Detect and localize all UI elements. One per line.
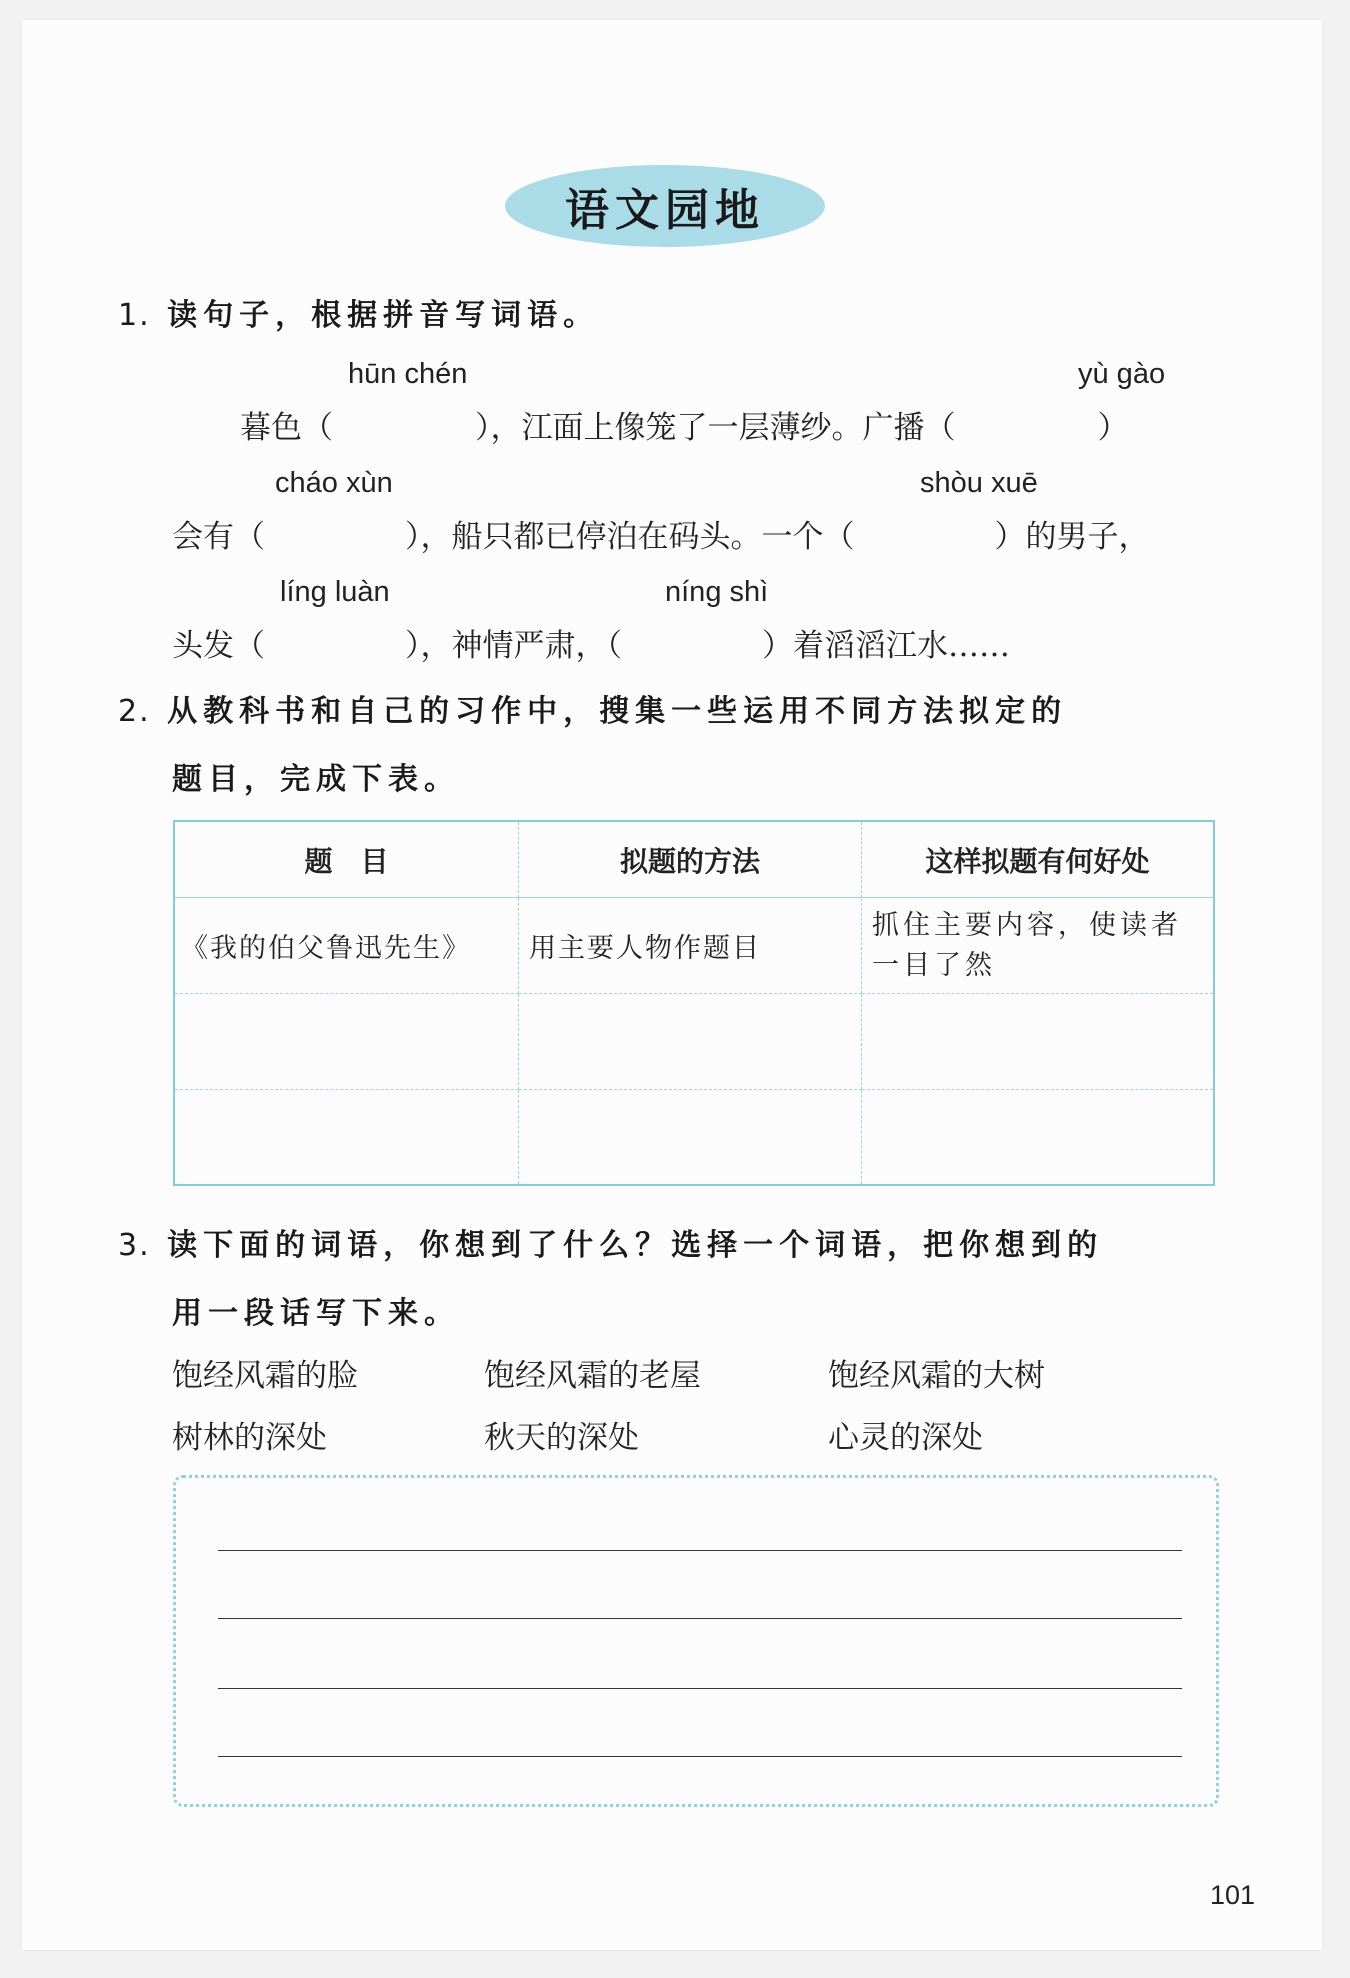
table-cell-empty[interactable] <box>519 994 862 1090</box>
word-option: 饱经风霜的脸 <box>172 1358 358 1394</box>
question-2-text-line-2: 题目，完成下表。 <box>172 762 460 797</box>
line-3-part-c: ）着滔滔江水…… <box>762 628 1010 664</box>
table-header-title: 题 目 <box>175 822 519 898</box>
writing-line[interactable] <box>218 1550 1182 1551</box>
table-cell-empty[interactable] <box>175 1090 519 1184</box>
word-option: 秋天的深处 <box>484 1420 639 1456</box>
word-option: 树林的深处 <box>172 1420 327 1456</box>
line-1-part-b: ），江面上像笼了一层薄纱。广播（ <box>475 410 956 446</box>
pinyin-lingluan: líng luàn <box>280 576 390 608</box>
line-3-part-a: 头发（ <box>172 628 265 664</box>
title-methods-table <box>173 820 1215 1186</box>
question-1-heading <box>118 290 599 334</box>
pinyin-shouxue: shòu xuē <box>920 467 1038 499</box>
question-3-text-line-2: 用一段话写下来。 <box>172 1296 460 1331</box>
table-cell-empty[interactable] <box>175 994 519 1090</box>
line-2-part-c: ）的男子， <box>994 519 1150 555</box>
table-cell-benefit: 抓住主要内容，使读者一目了然 <box>862 898 1213 994</box>
question-1-text: 读句子，根据拼音写词语。 <box>167 298 600 333</box>
question-1-number: 1. <box>118 298 151 333</box>
table-header-benefit: 这样拟题有何好处 <box>862 822 1213 898</box>
pinyin-chaoxun: cháo xùn <box>275 467 393 499</box>
word-option: 心灵的深处 <box>828 1420 983 1456</box>
table-cell-empty[interactable] <box>862 994 1213 1090</box>
word-option: 饱经风霜的老屋 <box>484 1358 701 1394</box>
table-header-method: 拟题的方法 <box>519 822 862 898</box>
page-number: 101 <box>1210 1880 1256 1910</box>
section-title-text: 语文园地 <box>565 185 765 236</box>
table-cell-empty[interactable] <box>862 1090 1213 1184</box>
section-title <box>505 165 825 247</box>
question-3-heading-line-2 <box>172 1288 460 1332</box>
question-2-text-line-1: 从教科书和自己的习作中，搜集一些运用不同方法拟定的 <box>167 694 1068 729</box>
question-3-heading <box>118 1220 1103 1264</box>
table-cell-title: 《我的伯父鲁迅先生》 <box>175 898 519 994</box>
sentence-line-2 <box>172 511 1150 556</box>
pinyin-hunchen: hūn chén <box>348 358 468 390</box>
writing-line[interactable] <box>218 1688 1182 1689</box>
word-option: 饱经风霜的大树 <box>828 1358 1045 1394</box>
writing-area[interactable] <box>173 1475 1219 1807</box>
pinyin-yugao: yù gào <box>1078 358 1166 390</box>
line-1-part-c: ） <box>1097 410 1129 446</box>
question-3-number: 3. <box>118 1228 151 1263</box>
table-cell-method: 用主要人物作题目 <box>519 898 862 994</box>
question-3-text-line-1: 读下面的词语，你想到了什么？选择一个词语，把你想到的 <box>167 1228 1104 1263</box>
line-1-part-a: 暮色（ <box>240 410 333 446</box>
line-2-part-b: ），船只都已停泊在码头。一个（ <box>405 519 855 555</box>
line-2-part-a: 会有（ <box>172 519 265 555</box>
pinyin-ningshi: níng shì <box>665 576 769 608</box>
line-3-part-b: ），神情严肃，（ <box>405 628 622 664</box>
sentence-line-3 <box>172 620 1010 665</box>
question-2-number: 2. <box>118 694 151 729</box>
writing-line[interactable] <box>218 1618 1182 1619</box>
table-cell-empty[interactable] <box>519 1090 862 1184</box>
question-2-heading <box>118 686 1067 730</box>
writing-line[interactable] <box>218 1756 1182 1757</box>
question-2-heading-line-2 <box>172 754 460 798</box>
sentence-line-1 <box>240 402 1129 447</box>
